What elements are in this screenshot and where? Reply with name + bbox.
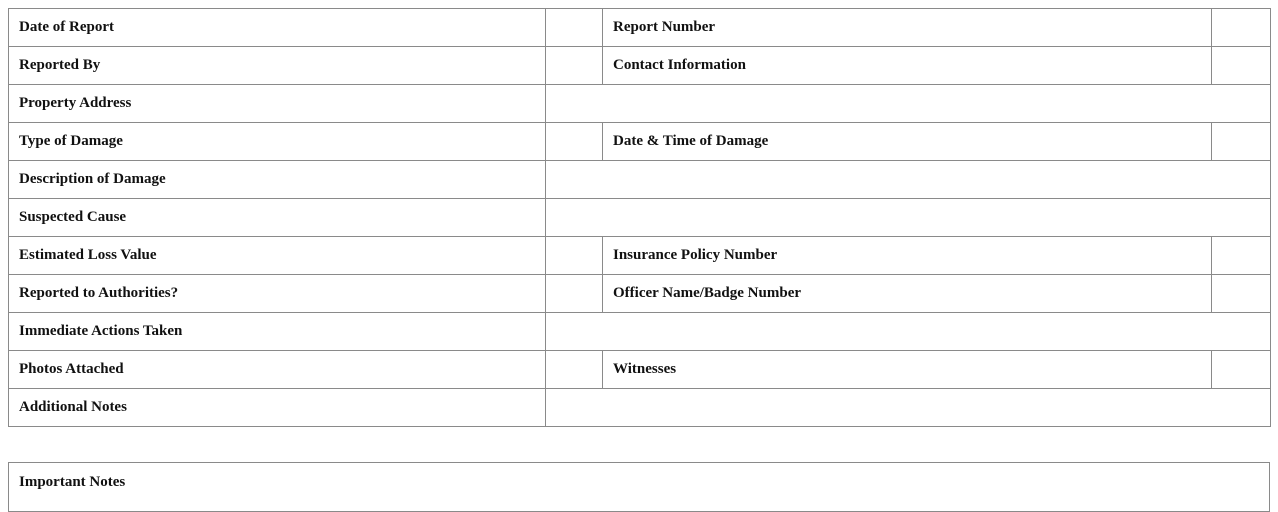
report-number-field[interactable] bbox=[1212, 9, 1271, 47]
row-immediate-actions-taken bbox=[9, 313, 1271, 351]
date-of-report-label: Date of Report bbox=[9, 9, 546, 47]
row-estimated-loss-value bbox=[9, 237, 1271, 275]
row-photos-attached bbox=[9, 351, 1271, 389]
report-number-label: Report Number bbox=[603, 9, 1212, 47]
additional-notes-field[interactable] bbox=[546, 389, 1271, 427]
important-notes-title: Important Notes bbox=[19, 474, 126, 490]
row-description-of-damage bbox=[9, 161, 1271, 199]
contact-information-label: Contact Information bbox=[603, 47, 1212, 85]
witnesses-field[interactable] bbox=[1212, 351, 1271, 389]
type-of-damage-field[interactable] bbox=[546, 123, 603, 161]
date-time-of-damage-label: Date & Time of Damage bbox=[603, 123, 1212, 161]
witnesses-label: Witnesses bbox=[603, 351, 1212, 389]
damage-report-form bbox=[8, 8, 1271, 427]
officer-name-badge-label: Officer Name/Badge Number bbox=[603, 275, 1212, 313]
description-of-damage-label: Description of Damage bbox=[9, 161, 546, 199]
reported-to-authorities-field[interactable] bbox=[546, 275, 603, 313]
important-notes-box bbox=[8, 462, 1270, 512]
additional-notes-label: Additional Notes bbox=[9, 389, 546, 427]
row-additional-notes bbox=[9, 389, 1271, 427]
row-reported-by bbox=[9, 47, 1271, 85]
estimated-loss-value-field[interactable] bbox=[546, 237, 603, 275]
suspected-cause-field[interactable] bbox=[546, 199, 1271, 237]
reported-to-authorities-label: Reported to Authorities? bbox=[9, 275, 546, 313]
type-of-damage-label: Type of Damage bbox=[9, 123, 546, 161]
photos-attached-label: Photos Attached bbox=[9, 351, 546, 389]
immediate-actions-taken-label: Immediate Actions Taken bbox=[9, 313, 546, 351]
reported-by-label: Reported By bbox=[9, 47, 546, 85]
row-date-of-report bbox=[9, 9, 1271, 47]
reported-by-field[interactable] bbox=[546, 47, 603, 85]
suspected-cause-label: Suspected Cause bbox=[9, 199, 546, 237]
property-address-label: Property Address bbox=[9, 85, 546, 123]
property-address-field[interactable] bbox=[546, 85, 1271, 123]
row-type-of-damage bbox=[9, 123, 1271, 161]
immediate-actions-taken-field[interactable] bbox=[546, 313, 1271, 351]
officer-name-badge-field[interactable] bbox=[1212, 275, 1271, 313]
photos-attached-field[interactable] bbox=[546, 351, 603, 389]
insurance-policy-number-label: Insurance Policy Number bbox=[603, 237, 1212, 275]
estimated-loss-value-label: Estimated Loss Value bbox=[9, 237, 546, 275]
description-of-damage-field[interactable] bbox=[546, 161, 1271, 199]
contact-information-field[interactable] bbox=[1212, 47, 1271, 85]
date-of-report-field[interactable] bbox=[546, 9, 603, 47]
row-property-address bbox=[9, 85, 1271, 123]
insurance-policy-number-field[interactable] bbox=[1212, 237, 1271, 275]
date-time-of-damage-field[interactable] bbox=[1212, 123, 1271, 161]
row-reported-to-authorities bbox=[9, 275, 1271, 313]
row-suspected-cause bbox=[9, 199, 1271, 237]
